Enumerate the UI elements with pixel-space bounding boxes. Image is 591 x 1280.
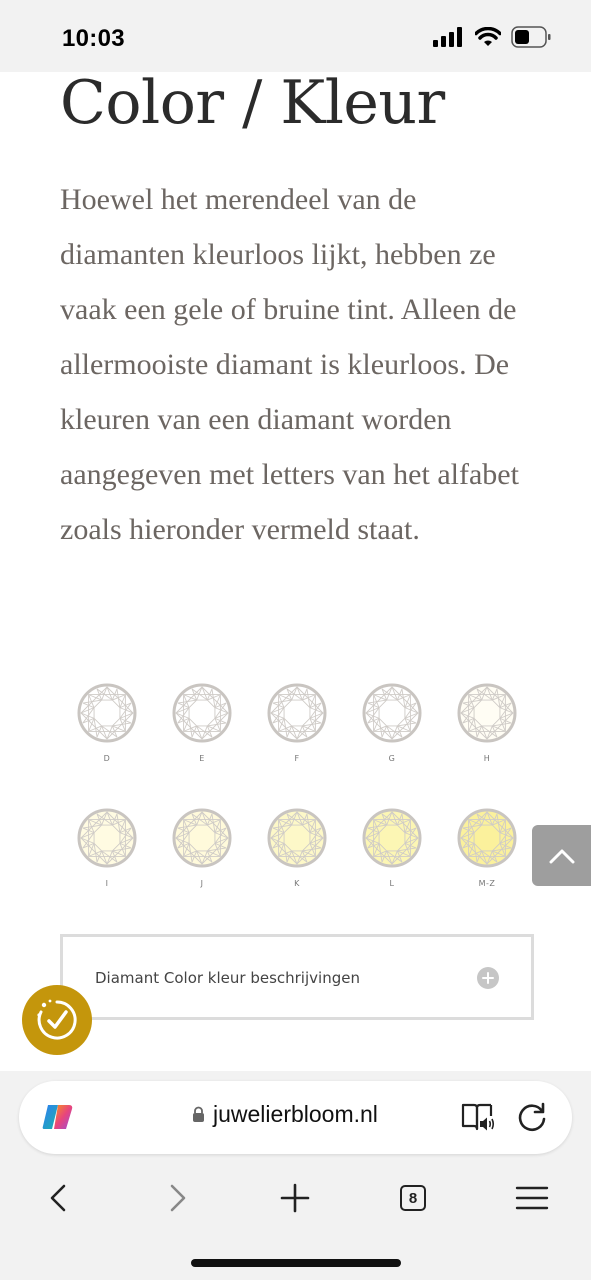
back-button[interactable]: [38, 1178, 78, 1218]
intro-line: Hoewel het merendeel van de: [60, 183, 417, 216]
diamond-grade-item: [352, 683, 432, 778]
intro-line: kleuren van een diamant worden: [60, 403, 452, 436]
intro-line: vaak een gele of bruine tint. Alleen de: [60, 293, 517, 326]
diamond-grade-item: [257, 808, 337, 903]
diamond-grade-item: [257, 683, 337, 778]
diamond-grade-label: F: [294, 754, 300, 763]
status-time: 10:03: [62, 25, 125, 52]
copilot-glyph: [40, 1099, 76, 1135]
back-icon: [49, 1184, 67, 1212]
diamond-grade-label: D: [103, 754, 111, 763]
diamond-grade-item: [67, 683, 147, 778]
diamond-grade-item: [162, 683, 242, 778]
new-tab-button[interactable]: [275, 1178, 315, 1218]
menu-icon: [515, 1185, 549, 1211]
diamond-icon: [267, 808, 327, 868]
reload-glyph: [516, 1101, 548, 1133]
url-display[interactable]: [192, 1101, 378, 1128]
menu-button[interactable]: [512, 1178, 552, 1218]
intro-line: allermooiste diamant is kleurloos. De: [60, 348, 510, 381]
diamond-icon: [457, 683, 517, 743]
intro-line: aangegeven met letters van het alfabet: [60, 458, 519, 491]
tabs-button[interactable]: [393, 1178, 433, 1218]
intro-line: zoals hieronder vermeld staat.: [60, 513, 420, 546]
reader-glyph: [461, 1102, 495, 1132]
intro-line: diamanten kleurloos lijkt, hebben ze: [60, 238, 496, 271]
diamond-grade-label: M-Z: [478, 879, 496, 888]
url-text: juwelierbloom.nl: [213, 1101, 378, 1127]
diamond-icon: [172, 683, 232, 743]
diamond-grade-item: [447, 808, 527, 903]
scroll-to-top-button[interactable]: [532, 825, 591, 886]
diamond-icon: [457, 808, 517, 868]
checkmark-sparkle-icon: [33, 996, 81, 1044]
diamond-icon: [362, 683, 422, 743]
page-title: Color / Kleur: [60, 68, 445, 138]
diamond-icon: [172, 808, 232, 868]
browser-nav-row: [0, 1168, 591, 1224]
reload-icon[interactable]: [516, 1101, 548, 1138]
diamond-grade-item: [67, 808, 147, 903]
home-indicator: [191, 1259, 401, 1267]
color-description-accordion[interactable]: [60, 934, 534, 1020]
diamond-grade-item: [162, 808, 242, 903]
diamond-grade-label: K: [294, 879, 300, 888]
lock-icon: [192, 1106, 205, 1123]
diamond-grade-label: I: [105, 879, 109, 888]
diamond-grade-label: J: [200, 879, 204, 888]
new-tab-icon: [280, 1183, 310, 1213]
diamond-grade-label: H: [483, 754, 491, 763]
forward-button[interactable]: [158, 1178, 198, 1218]
status-bar: [0, 0, 591, 72]
tabs-icon: 8: [400, 1185, 426, 1211]
signal-icon: [433, 27, 465, 47]
accordion-label: Diamant Color kleur beschrijvingen: [95, 969, 360, 987]
diamond-grade-label: E: [199, 754, 205, 763]
intro-paragraph: [60, 172, 540, 557]
copilot-icon[interactable]: [40, 1099, 76, 1140]
wifi-icon: [475, 27, 501, 47]
forward-icon: [169, 1184, 187, 1212]
diamond-icon: [267, 683, 327, 743]
reader-icon[interactable]: [461, 1102, 495, 1137]
diamond-icon: [77, 683, 137, 743]
chevron-up-icon: [549, 848, 575, 864]
diamond-grade-label: L: [389, 879, 395, 888]
plus-glyph: [482, 972, 494, 984]
diamond-grade-item: [352, 808, 432, 903]
diamond-icon: [77, 808, 137, 868]
plus-icon[interactable]: [477, 967, 499, 989]
review-badge-button[interactable]: [22, 985, 92, 1055]
battery-icon: [511, 26, 551, 48]
status-icons: [433, 26, 551, 48]
diamond-grade-item: [447, 683, 527, 778]
diamond-icon: [362, 808, 422, 868]
diamond-grade-label: G: [388, 754, 396, 763]
